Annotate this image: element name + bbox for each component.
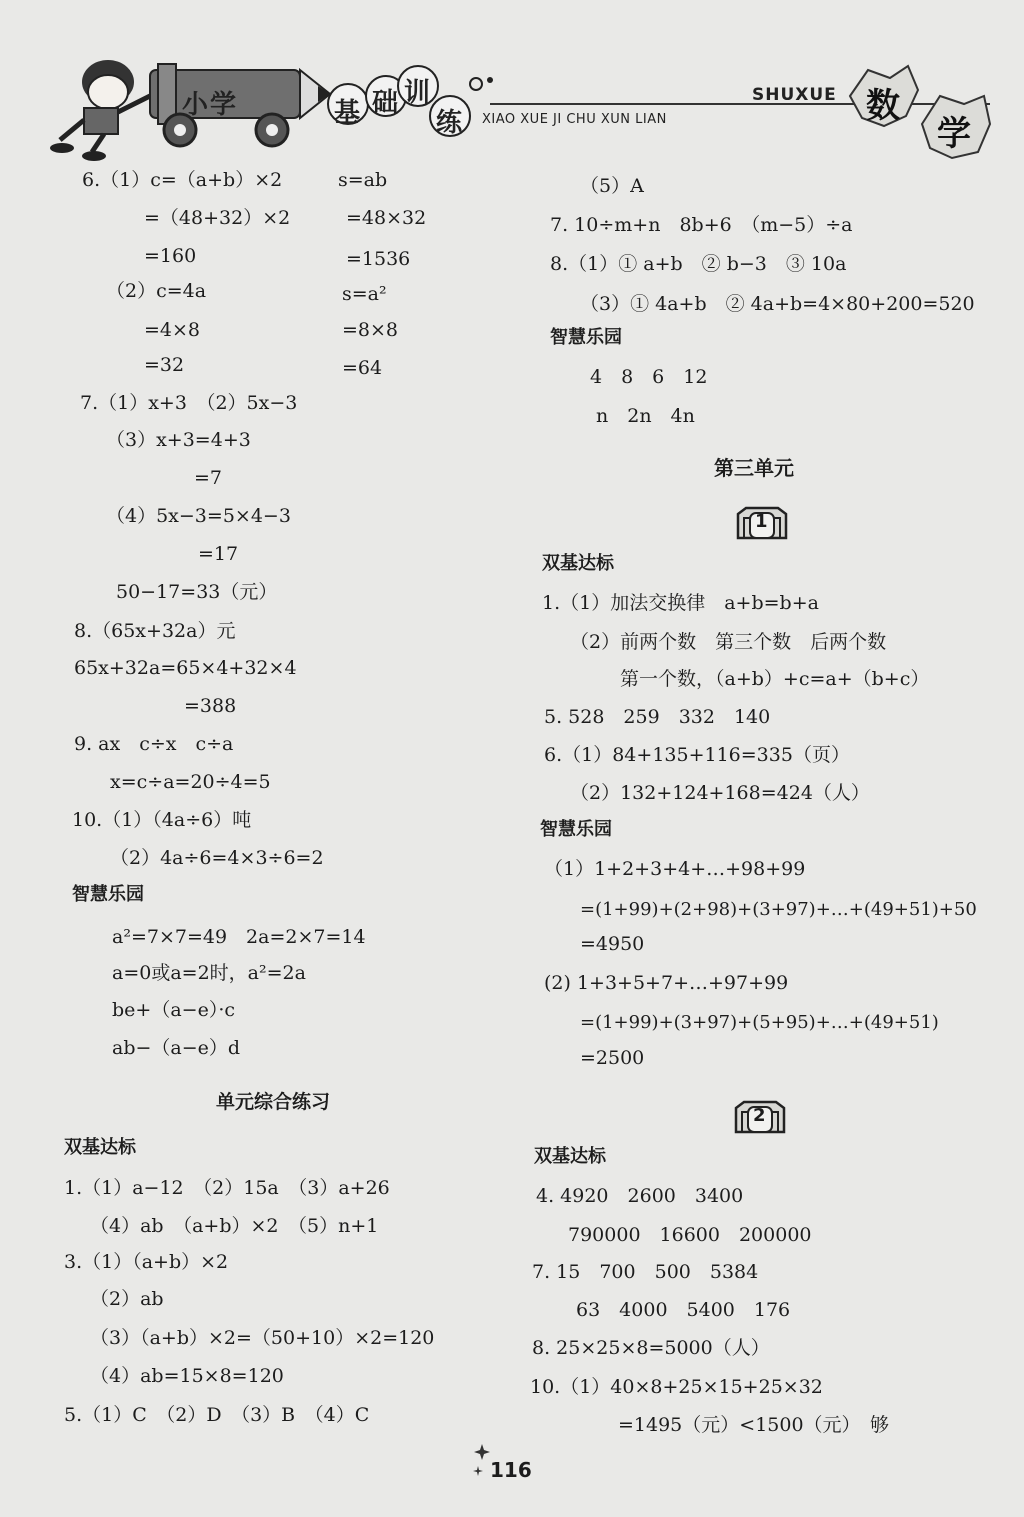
answer-line: （1）1+2+3+4+…+98+99 [544,858,806,880]
answer-line: ab−（a−e）d [112,1037,241,1059]
answer-line: =4950 [580,933,645,955]
answer-line: 6.（1）c=（a+b）×2 [82,169,283,191]
page-number: 116 [490,1458,532,1482]
answer-line: （4）ab （a+b）×2 （5）n+1 [90,1215,379,1237]
answer-line: =(1+99)+(3+97)+(5+95)+…+(49+51) [580,1012,939,1033]
answer-line: =388 [184,695,237,717]
answer-line: =4×8 [144,319,201,341]
answer-line: （5）A [580,175,644,197]
answer-line: （2）c=4a [106,280,207,302]
answer-line: 1.（1）加法交换律 a+b=b+a [542,592,819,614]
answer-line: （4）5x−3=5×4−3 [106,505,291,527]
answer-line: 4 8 6 12 [590,366,708,388]
header-xiaoxue: 小学 [182,90,239,120]
answer-line: 5.（1）C （2）D （3）B （4）C [64,1404,370,1426]
answer-line: （2）ab [90,1288,164,1310]
answer-line: 63 4000 5400 176 [576,1299,791,1321]
page-header [0,0,1024,165]
answer-line: 第一个数，（a+b）+c=a+（b+c） [620,668,930,690]
answer-line: 1.（1）a−12 （2）15a （3）a+26 [64,1177,390,1199]
answer-line: x=c÷a=20÷4=5 [110,771,271,793]
header-ji: 基 [334,98,361,128]
answer-line: 790000 16600 200000 [568,1224,812,1246]
header-xun: 训 [404,78,431,108]
section-heading: 双基达标 [534,1146,606,1167]
answer-line: （2）前两个数 第三个数 后两个数 [570,631,887,653]
answer-line: 8.（65x+32a）元 [74,620,236,642]
section-heading: 智慧乐园 [540,819,612,840]
answer-line: （3）（a+b）×2=（50+10）×2=120 [90,1327,435,1349]
header-chu: 础 [372,88,399,118]
header-pinyin: XIAO XUE JI CHU XUN LIAN [482,112,667,127]
pencil-car-icon [150,64,330,146]
answer-line: =(1+99)+(2+98)+(3+97)+…+(49+51)+50 [580,899,977,920]
answer-line: 8. 25×25×8=5000（人） [532,1337,770,1359]
answer-line: =48×32 [346,207,427,229]
lesson-badge-number: 1 [755,511,768,532]
section-heading: 双基达标 [64,1137,136,1158]
answer-line: 9. ax c÷x c÷a [74,733,234,755]
answer-line: （2）132+124+168=424（人） [570,782,870,804]
section-heading: 智慧乐园 [72,884,144,905]
header-lian: 练 [436,108,463,138]
header-shu: 数 [866,86,900,126]
answer-line: =1536 [346,248,411,270]
header-xue: 学 [937,114,971,154]
answer-line: 10.（1）40×8+25×15+25×32 [530,1376,823,1398]
answer-line: a=0或a=2时，a²=2a [112,962,306,984]
answer-line: 7. 15 700 500 5384 [532,1261,759,1283]
answer-line: 65x+32a=65×4+32×4 [74,657,297,679]
answer-line: （2）4a÷6=4×3÷6=2 [110,847,324,869]
answer-line: =8×8 [342,319,399,341]
answer-line: 50−17=33（元） [116,581,278,603]
answer-line: (2) 1+3+5+7+…+97+99 [544,972,789,994]
lesson-badge-number: 2 [753,1105,766,1126]
section-heading: 智慧乐园 [550,327,622,348]
answer-line: =17 [198,543,239,565]
unit-title: 第三单元 [714,456,794,480]
answer-line: =7 [194,467,223,489]
answer-line: =160 [144,245,197,267]
answer-line: 3.（1）（a+b）×2 [64,1251,229,1273]
answer-line: 7. 10÷m+n 8b+6 （m−5）÷a [550,214,853,236]
answer-line: s=ab [338,169,388,191]
answer-line: n 2n 4n [596,405,695,427]
answer-line: 8.（1）① a+b ② b−3 ③ 10a [550,253,847,275]
answer-line: a²=7×7=49 2a=2×7=14 [112,926,366,948]
answer-line: =（48+32）×2 [144,207,291,229]
boy-illustration-icon [50,60,150,161]
answer-line: =64 [342,357,383,379]
answer-line: 10.（1）（4a÷6）吨 [72,809,252,831]
answer-line: （4）ab=15×8=120 [90,1365,284,1387]
answer-line: s=a² [342,283,387,305]
header-shuxue-pinyin: SHUXUE [752,85,837,105]
answer-line: =32 [144,354,185,376]
answer-line: =2500 [580,1047,645,1069]
answer-line: be+（a−e）·c [112,999,235,1021]
answer-line: 5. 528 259 332 140 [544,706,771,728]
section-title: 单元综合练习 [216,1091,331,1113]
answer-line: 7.（1）x+3 （2）5x−3 [80,392,298,414]
answer-line: =1495（元）<1500（元） 够 [618,1414,890,1436]
answer-line: 6.（1）84+135+116=335（页） [544,744,850,766]
answer-line: （3）x+3=4+3 [106,429,251,451]
section-heading: 双基达标 [542,553,614,574]
answer-line: 4. 4920 2600 3400 [536,1185,744,1207]
answer-line: （3）① 4a+b ② 4a+b=4×80+200=520 [580,293,975,315]
